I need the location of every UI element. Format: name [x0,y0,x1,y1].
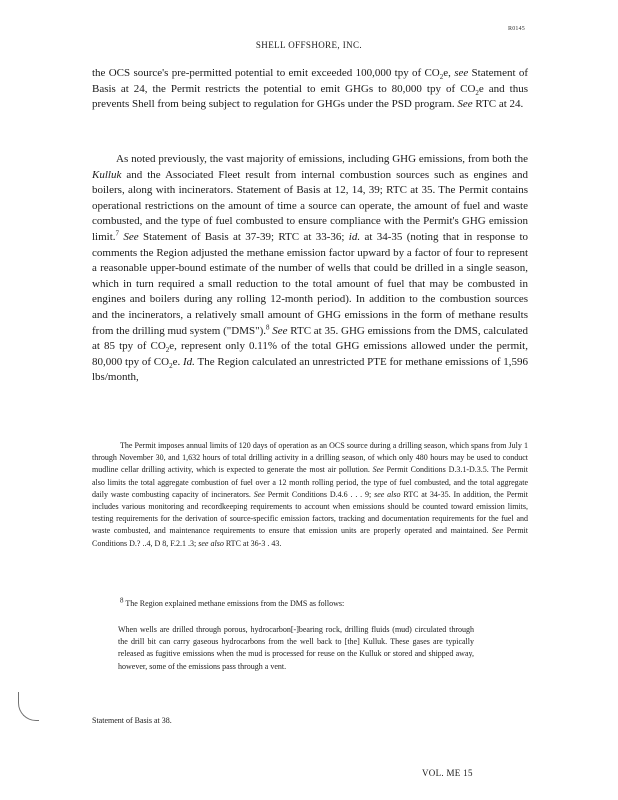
footnote-7: The Permit imposes annual limits of 120 days of operation as an OCS source during a drilling season, which spans from July 1 through November 30, and 1,632 hours of total drilling activity in a drilling season, of which only 480 hours may be used to conduct mudline cellar drilling activity, which is expected to generate the most air pollution. See Permit Conditions D.3.1-D.3.5. The Permit also limits the total aggregate combustion of fuel over a 12 month rolling period, the type of fuel combusted, and the total aggregate daily waste combusting capacity of incinerators. See Permit Conditions D.4.6 . . . 9; see also RTC at 34-35. In addition, the Permit includes various monitoring and recordkeeping requirements to account when emissions should be counted toward emission limits, testing requirements for the derivation of source-specific emission factors, tracking and documentation requirements for the fuel and waste combusted, and maintenance requirements to ensure that emission units are properly operated and maintained. See Permit Conditions D.? ..4, D 8, F.2.1 .3; see also RTC at 36-3 . 43. [92,441,528,548]
footnote-marker-8: 8 [120,596,124,605]
page-code: R0145 [508,26,526,32]
footnote-8: $^8$ The Region explained methane emissions from the DMS as follows: [120,596,345,608]
scan-binding-mark [18,692,39,721]
body-paragraph-1: the OCS source's pre-permitted potential to emit exceeded 100,000 tpy of $CO_2e$, see Statement of Basis at 24, the Permit restricts the potential to emit GHGs to 80,000 tpy of $CO_2e$ and thus prevents Shell from being subject to regulation for GHGs under the PSD program. See RTC at 24. [92,67,528,111]
page-footer: VOL. ME 15 [422,768,473,778]
body-paragraph-2: As noted previously, the vast majority of emissions, including GHG emissions, from both the Kulluk and the Associated Fleet result from internal combustion sources such as engines and boilers, along with incinerators. Statement of Basis at 12, 14, 39; RTC at 35. The Permit contains operational restrictions on the amount of time a source can operate, the amount of fuel and waste combusted, and the type of fuel combusted to ensure compliance with the Permit's GHG emission limit.$^7$ See Statement of Basis at 37-39; RTC at 33-36; id. at 34-35 (noting that in response to comments the Region adjusted the methane emission factor upward by a factor of four to represent a reasonable upper-bound estimate of the number of wells that could be drilled in a single season, which in turn required a small reduction to the total amount of fuel that may be combusted in engines and boilers during any rolling 12-month period). In addition to the combustion sources and the incinerators, a relatively small amount of GHG emissions in the form of methane results from the drilling mud system ("DMS").$^8$ See RTC at 35. GHG emissions from the DMS, calculated at 85 tpy of $CO_2e$, represent only 0.11% of the total GHG emissions allowed under the permit, 80,000 tpy of $CO_2e$. Id. The Region calculated an unrestricted PTE for methane emissions of 1,596 lbs/month, [92,153,529,384]
block-quote: When wells are drilled through porous, hydrocarbon[-]bearing rock, drilling fluids (mud) circulated through the drill bit can carry gaseous hydrocarbons from the well back to [the] Kulluk. These gases are typically released as fugitive emissions when the mud is processed for reuse on the Kulluk or stored and shipped away, however, some of the emissions pass through a vent. [118,625,474,671]
running-head: SHELL OFFSHORE, INC. [255,40,363,50]
footnote-ref-7: 7 [115,229,120,238]
footnote-ref-8: 8 [266,322,270,331]
quote-citation: Statement of Basis at 38. [92,716,172,725]
